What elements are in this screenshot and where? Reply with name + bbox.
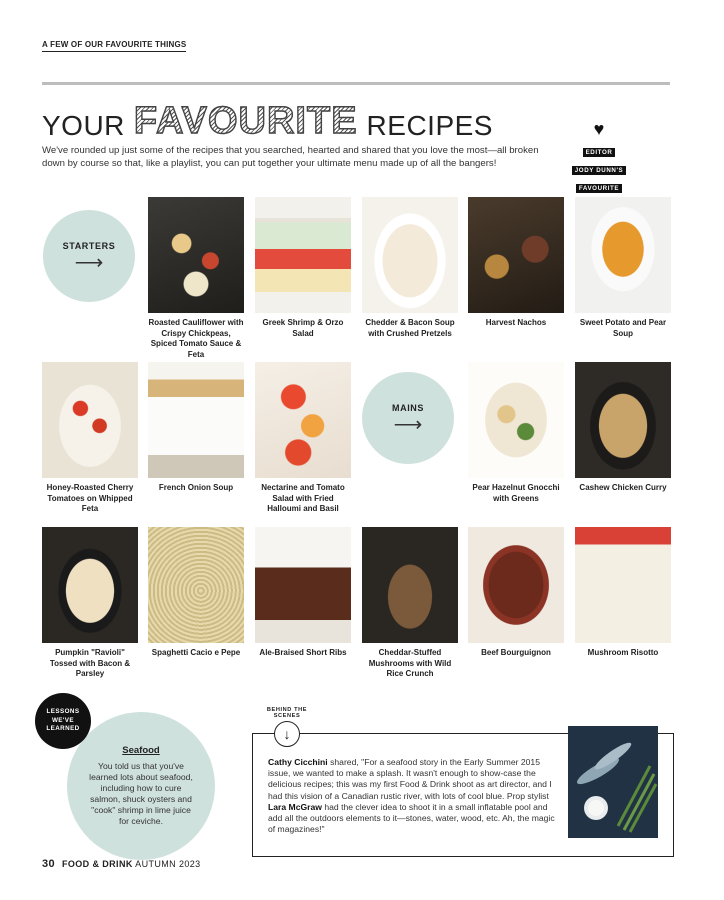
badge-line: JODY DUNN'S [572,166,627,175]
recipe-photo [575,197,671,313]
recipe-card[interactable] [255,527,351,659]
recipe-title: Cheddar-Stuffed Mushrooms with Wild Rice Crunch [368,648,452,678]
quote-part: had the clever idea to shoot it in a small inflatable pool and add all the outdoors elements to it—stones, water, wood, etc. Ah, the magic of magazines!" [268,801,555,835]
behind-the-scenes-tab [263,707,311,747]
recipe-title: French Onion Soup [158,483,234,492]
seafood-circle [67,712,215,860]
recipe-title: Spaghetti Cacio e Pepe [151,648,241,657]
recipe-card[interactable] [255,197,351,339]
top-rule [42,82,670,85]
recipe-card[interactable] [468,197,564,329]
recipe-card[interactable] [148,197,244,360]
badge-line: FAVOURITE [576,184,622,193]
recipe-photo [468,362,564,478]
starters-circle [43,210,135,302]
intro-text: We've rounded up just some of the recipes that you searched, hearted and shared that you love the most—all broken down by course so that, like a playlist, you can put together your ultimate menu made up of all the bangers! [42,145,539,169]
starters-label: STARTERS [62,241,116,251]
recipe-title: Beef Bourguignon [481,648,551,657]
recipe-card[interactable] [468,362,564,504]
arrow-down-icon: ↓ [274,721,300,747]
recipe-card[interactable] [575,197,671,339]
recipe-photo [362,197,458,313]
lessons-line: LEARNED [46,725,80,733]
recipe-photo [148,197,244,313]
recipe-card[interactable] [362,527,458,680]
mains-circle [362,372,454,464]
recipe-photo [148,527,244,643]
recipe-card[interactable] [148,527,244,659]
page-footer [42,858,201,870]
recipe-photo [148,362,244,478]
recipe-title: Sweet Potato and Pear Soup [579,318,667,338]
arrow-right-icon: ⟶ [393,414,423,436]
behind-the-scenes-label: BEHIND THE SCENES [266,707,308,719]
magazine-name: FOOD & DRINK [61,859,133,869]
recipe-title: Cashew Chicken Curry [579,483,667,492]
recipe-title: Honey-Roasted Cherry Tomatoes on Whipped Feta [46,483,134,513]
recipe-title: Pumpkin "Ravioli" Tossed with Bacon & Parsley [49,648,131,678]
recipe-photo [255,197,351,313]
title-favourite: FAVOURITE [133,100,358,142]
quote-part: shared, "For a seafood story in the Early Summer 2015 issue, we wanted to make a splash. It wasn't enough to show-case the delicious recipes; this was my first Food & Drink shoot as art director, and I had this vision of a Canadian rustic river, with lots of cool blue. Prop stylist [268,757,552,801]
recipe-photo [575,362,671,478]
lessons-badge [35,693,91,749]
recipe-card[interactable] [42,527,138,680]
title-your: YOUR [42,110,125,141]
issue-name: AUTUMN 2023 [135,859,201,869]
recipe-photo [468,527,564,643]
badge-line: EDITOR [583,148,616,157]
recipe-card[interactable] [255,362,351,515]
recipe-card[interactable] [575,527,671,659]
title-recipes: RECIPES [366,110,493,141]
recipe-card[interactable] [148,362,244,494]
recipe-title: Greek Shrimp & Orzo Salad [262,318,344,338]
recipe-title: Pear Hazelnut Gnocchi with Greens [472,483,560,503]
seafood-title: Seafood [122,745,160,756]
recipe-title: Nectarine and Tomato Salad with Fried Halloumi and Basil [261,483,345,513]
behind-the-scenes-text [268,757,558,835]
recipe-photo [575,527,671,643]
recipe-title: Ale-Braised Short Ribs [259,648,347,657]
recipe-title: Mushroom Risotto [587,648,659,657]
recipe-card[interactable] [575,362,671,494]
recipe-title: Roasted Cauliflower with Crispy Chickpeas, Spiced Tomato Sauce & Feta [148,318,244,359]
recipe-card[interactable] [468,527,564,659]
section-tag: A FEW OF OUR FAVOURITE THINGS [42,40,186,52]
recipe-photo [42,527,138,643]
contributor-name: Lara McGraw [268,801,322,812]
recipe-photo [255,527,351,643]
contributor-name: Cathy Cicchini [268,757,328,767]
recipe-photo [468,197,564,313]
recipe-card[interactable] [42,362,138,515]
recipe-photo [255,362,351,478]
seafood-body: You told us that you've learned lots about seafood, including how to cure salmon, shuck oysters and "cook" shrimp in lime juice for ceviche. [89,761,193,826]
page-number: 30 [42,858,56,870]
lessons-line: LESSONS [46,708,80,716]
recipe-photo [362,527,458,643]
mains-label: MAINS [392,403,424,413]
recipe-title: Chedder & Bacon Soup with Crushed Pretzels [365,318,455,338]
heart-icon: ♥ [593,119,605,139]
recipe-card[interactable] [362,197,458,339]
lessons-line: WE'VE [51,716,75,724]
recipe-title: Harvest Nachos [485,318,547,327]
behind-the-scenes-photo [568,726,658,838]
arrow-right-icon: ⟶ [74,252,104,274]
page-title [42,96,493,140]
recipe-photo [42,362,138,478]
